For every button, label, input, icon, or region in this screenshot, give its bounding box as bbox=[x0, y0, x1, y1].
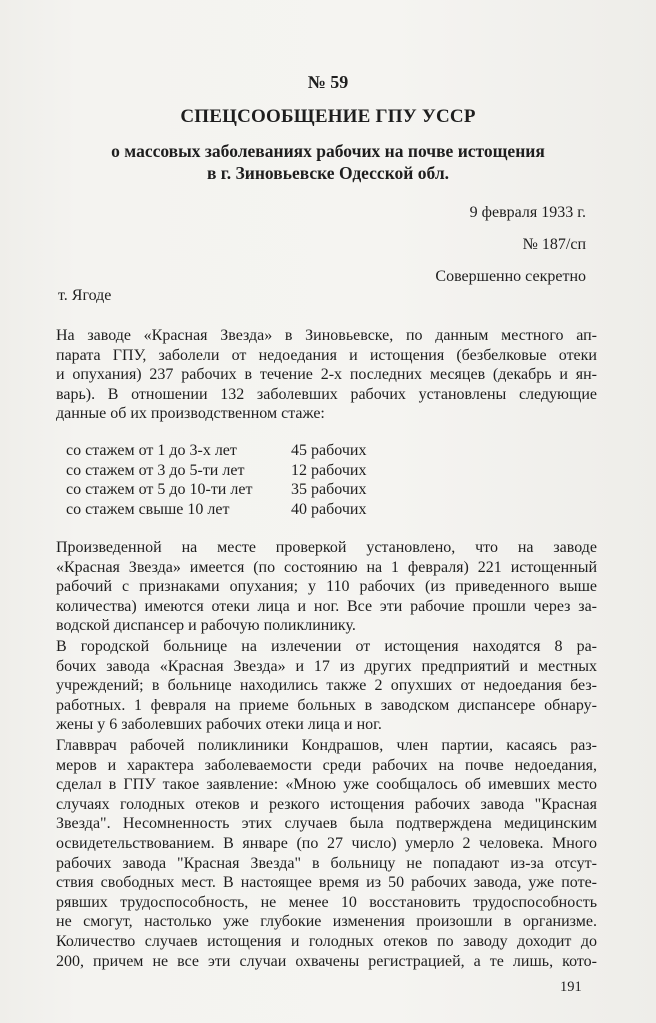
paragraph-2 bbox=[56, 538, 597, 636]
page-number: 191 bbox=[560, 979, 582, 995]
text-line: На заводе «Красная Звезда» в Зиновьевске, по данным местного ап- bbox=[56, 327, 597, 344]
text-line: данные об их производственном стаже: bbox=[56, 405, 325, 423]
text-line: парата ГПУ, заболели от недоедания и истощения (безбелковые отеки bbox=[56, 346, 597, 364]
subtitle-line: о массовых заболеваниях рабочих на почве истощения bbox=[111, 141, 545, 161]
table-row bbox=[66, 480, 366, 500]
text-line: бочих завода «Красная Звезда» и 17 из других предприятий и местных bbox=[56, 657, 597, 675]
experience-value: 40 рабочих bbox=[291, 500, 367, 518]
text-line: Звезда". Несомненность этих случаев была подтверждена медицинским bbox=[56, 815, 597, 833]
paragraph-1 bbox=[56, 326, 597, 424]
text-line: Количество случаев истощения и голодных отеков по заводу доходит до bbox=[56, 932, 597, 950]
text-line: учреждений; в больнице находились также 2 опухших от недоедания без- bbox=[56, 677, 597, 695]
experience-label: со стажем от 3 до 5-ти лет bbox=[66, 461, 245, 479]
experience-label: со стажем свыше 10 лет bbox=[66, 500, 230, 518]
text-line: водской диспансер и рабочую поликлинику. bbox=[56, 617, 356, 635]
experience-value: 12 рабочих bbox=[291, 461, 367, 479]
text-line: 200, причем не все эти случаи охвачены регистрацией, а те лишь, кото- bbox=[56, 952, 597, 970]
addressee: т. Ягоде bbox=[58, 287, 112, 304]
text-line: В городской больнице на излечении от истощения находятся 8 ра- bbox=[56, 638, 597, 655]
text-line: ствия свободных мест. В настоящее время из 50 рабочих завода, уже поте- bbox=[56, 874, 597, 892]
text-line: «Красная Звезда» имеется (по состоянию на 1 февраля) 221 истощенный bbox=[56, 558, 597, 576]
table-row bbox=[66, 461, 366, 481]
text-line: случаях голодных отеков и резкого истощения рабочих завода "Красная bbox=[56, 795, 597, 813]
document-date: 9 февраля 1933 г. bbox=[469, 204, 586, 221]
paragraph-4 bbox=[56, 736, 597, 971]
document-subtitle bbox=[40, 140, 616, 184]
document-number: № 59 bbox=[307, 72, 349, 92]
text-line: количества) имеются отеки лица и ног. Все эти рабочие прошли через за- bbox=[56, 597, 597, 615]
text-line: рабочий с признаками опухания; у 110 рабочих (из приведенного выше bbox=[56, 578, 597, 596]
text-line: жены у 6 заболевших рабочих отеки лица и ног. bbox=[56, 716, 382, 734]
text-line: не смогут, настолько уже глубокие изменения произошли в организме. bbox=[56, 913, 597, 931]
text-line: рявших трудоспособность, не менее 10 восстановить трудоспособность bbox=[56, 893, 597, 911]
text-line: рабочих завода "Красная Звезда" в больницу не попадают из-за отсут- bbox=[56, 854, 597, 872]
text-line: Произведенной на месте проверкой установлено, что на заводе bbox=[56, 539, 597, 556]
document-title: СПЕЦСООБЩЕНИЕ ГПУ УССР bbox=[180, 106, 476, 127]
text-line: работных. 1 февраля на приеме больных в заводском диспансере обнару- bbox=[56, 696, 597, 714]
text-line: сделал в ГПУ такое заявление: «Мною уже сообщалось об имевших место bbox=[56, 776, 597, 794]
text-line: меров и характера заболеваемости среди рабочих на почве недоедания, bbox=[56, 756, 597, 774]
table-row bbox=[66, 500, 366, 520]
document-reference-number: № 187/сп bbox=[522, 236, 586, 253]
text-line: освидетельствованием. В январе (по 27 число) умерло 2 человека. Много bbox=[56, 834, 597, 852]
classification-label: Совершенно секретно bbox=[435, 268, 586, 285]
experience-value: 35 рабочих bbox=[291, 481, 367, 499]
experience-table bbox=[66, 441, 366, 519]
experience-value: 45 рабочих bbox=[291, 442, 367, 459]
experience-label: со стажем от 5 до 10-ти лет bbox=[66, 481, 253, 499]
experience-label: со стажем от 1 до 3-х лет bbox=[66, 442, 237, 459]
text-line: и опухания) 237 рабочих в течение 2-х последних месяцев (декабрь и ян- bbox=[56, 366, 597, 384]
text-line: Главврач рабочей поликлиники Кондрашов, член партии, касаясь раз- bbox=[56, 737, 597, 754]
subtitle-line: в г. Зиновьевске Одесской обл. bbox=[206, 163, 450, 183]
paragraph-3 bbox=[56, 637, 597, 735]
text-line: варь). В отношении 132 заболевших рабочих установлены следующие bbox=[56, 385, 597, 403]
table-row bbox=[66, 441, 366, 461]
